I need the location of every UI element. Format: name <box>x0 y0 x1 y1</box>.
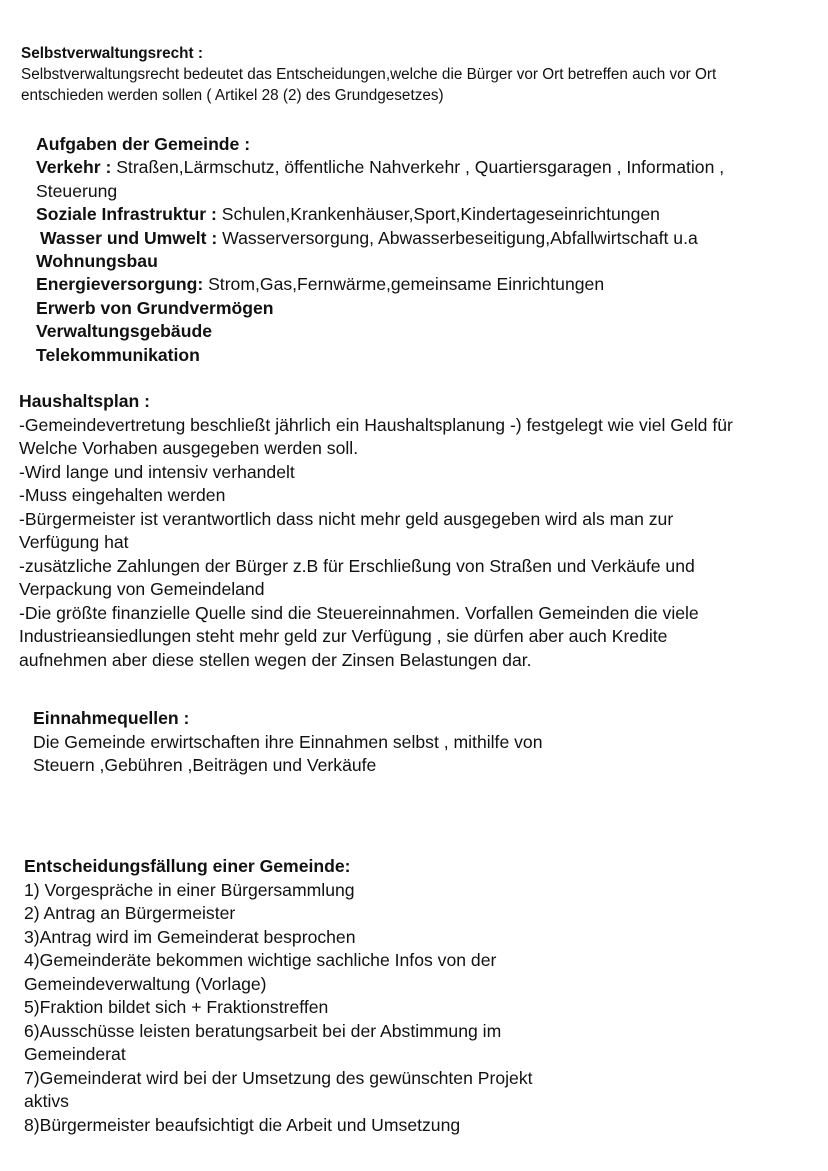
list-item: Gemeindeverwaltung (Vorlage) <box>24 973 267 994</box>
aufgabe-text: Strom,Gas,Fernwärme,gemeinsame Einrichtungen <box>203 274 605 295</box>
section-heading: Haushaltsplan : <box>19 391 150 411</box>
list-item: Gemeinderat <box>24 1044 126 1064</box>
text-line: Die Gemeinde erwirtschaften ihre Einnahmen selbst , mithilfe von <box>33 731 543 752</box>
section-heading: Einnahmequellen : <box>33 708 190 728</box>
aufgabe-label: Verkehr : <box>36 157 112 178</box>
text-line: -Die größte finanzielle Quelle sind die Steuereinnahmen. Vorfallen Gemeinden die viele <box>19 602 699 623</box>
section-entscheidungsfaellung <box>24 855 533 1137</box>
text-line: -Bürgermeister ist verantwortlich dass nicht mehr geld ausgegeben wird als man zur <box>19 508 674 529</box>
aufgabe-text: Wasserversorgung, Abwasserbeseitigung,Abfallwirtschaft u.a <box>217 227 698 248</box>
text-line: Verpackung von Gemeindeland <box>19 579 265 599</box>
section-selbstverwaltungsrecht <box>21 43 826 106</box>
text-line: Selbstverwaltungsrecht bedeutet das Entscheidungen,welche die Bürger vor Ort betreffen auch vor Ort <box>21 66 717 83</box>
list-item: 1) Vorgespräche in einer Bürgersammlung <box>24 879 355 900</box>
list-item: 8)Bürgermeister beaufsichtigt die Arbeit und Umsetzung <box>24 1114 461 1135</box>
text-line: -zusätzliche Zahlungen der Bürger z.B für Erschließung von Straßen und Verkäufe und <box>19 555 695 576</box>
aufgabe-label: Energieversorgung: <box>36 274 204 295</box>
text-line: entschieden werden sollen ( Artikel 28 (2) des Grundgesetzes) <box>21 87 444 104</box>
aufgabe-verwaltungsgebaeude: Verwaltungsgebäude <box>36 321 212 342</box>
section-einnahmequellen <box>33 707 542 778</box>
aufgabe-telekommunikation: Telekommunikation <box>36 344 200 365</box>
list-item: 2) Antrag an Bürgermeister <box>24 903 236 923</box>
aufgabe-text: Schulen,Krankenhäuser,Sport,Kindertageseinrichtungen <box>216 204 660 225</box>
text-line: Verfügung hat <box>19 532 129 552</box>
text-line: -Muss eingehalten werden <box>19 485 226 505</box>
aufgabe-erwerb: Erwerb von Grundvermögen <box>36 297 274 318</box>
list-item: 7)Gemeinderat wird bei der Umsetzung des gewünschten Projekt <box>24 1067 533 1088</box>
text-line: Steuern ,Gebühren ,Beiträgen und Verkäufe <box>33 755 377 775</box>
section-heading: Selbstverwaltungsrecht : <box>21 45 203 62</box>
aufgabe-verkehr <box>36 156 724 179</box>
text-line: -Wird lange und intensiv verhandelt <box>19 461 295 482</box>
list-item: 5)Fraktion bildet sich + Fraktionstreffen <box>24 997 329 1017</box>
text-line: Welche Vorhaben ausgegeben werden soll. <box>19 438 359 458</box>
text-line: Industrieansiedlungen steht mehr geld zur Verfügung , sie dürfen aber auch Kredite <box>19 626 668 646</box>
aufgabe-label: Soziale Infrastruktur : <box>36 204 217 225</box>
text-line: -Gemeindevertretung beschließt jährlich ein Haushaltsplanung -) festgelegt wie viel Geld für <box>19 414 733 435</box>
aufgabe-text: Straßen,Lärmschutz, öffentliche Nahverkehr , Quartiersgaragen , Information , <box>111 157 725 178</box>
aufgabe-label: Wasser und Umwelt : <box>40 227 218 248</box>
section-heading: Aufgaben der Gemeinde : <box>36 134 251 154</box>
aufgabe-wasser-umwelt <box>36 227 724 250</box>
list-item: 4)Gemeinderäte bekommen wichtige sachliche Infos von der <box>24 950 497 970</box>
list-item: 3)Antrag wird im Gemeinderat besprochen <box>24 926 356 947</box>
section-haushaltsplan <box>19 390 827 672</box>
section-heading: Entscheidungsfällung einer Gemeinde: <box>24 856 351 876</box>
aufgabe-soziale-infrastruktur <box>36 203 724 226</box>
text-line: aufnehmen aber diese stellen wegen der Zinsen Belastungen dar. <box>19 649 532 670</box>
section-aufgaben <box>36 133 724 367</box>
aufgabe-wohnungsbau: Wohnungsbau <box>36 251 158 272</box>
list-item: aktivs <box>24 1091 69 1111</box>
aufgabe-continuation: Steuerung <box>36 180 118 201</box>
aufgabe-energieversorgung <box>36 273 724 296</box>
list-item: 6)Ausschüsse leisten beratungsarbeit bei der Abstimmung im <box>24 1020 502 1041</box>
